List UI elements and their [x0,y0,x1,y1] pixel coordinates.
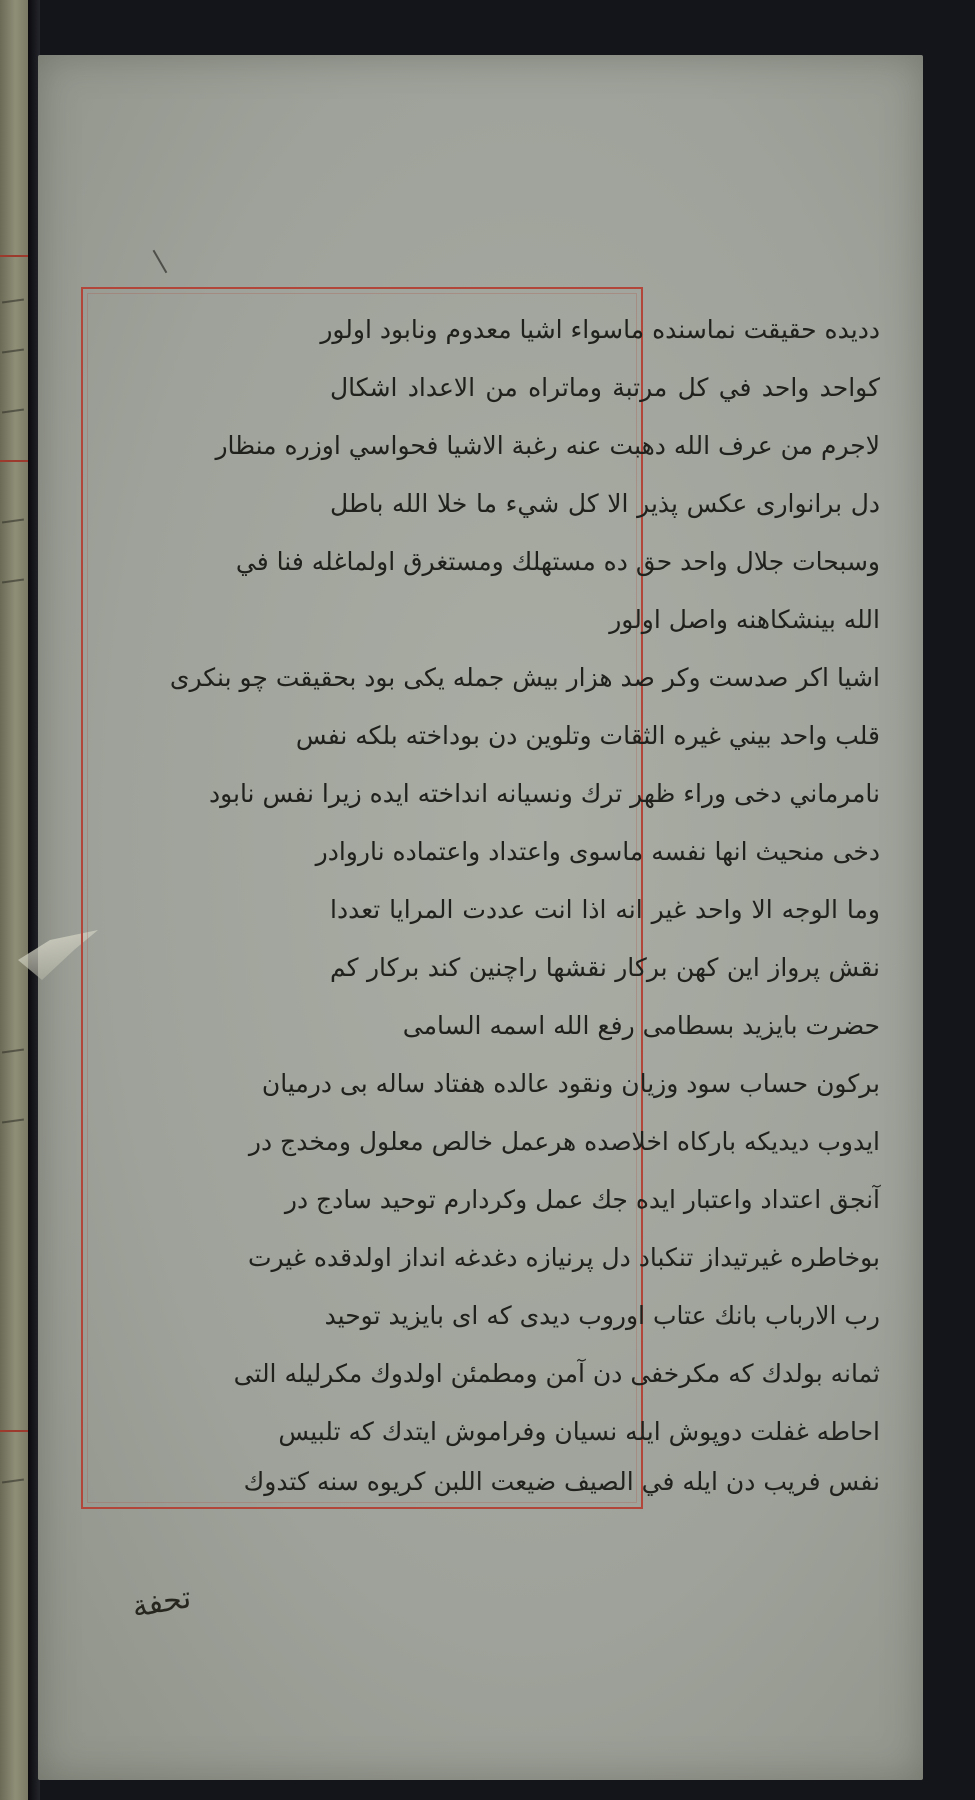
text-line: لاجرم من عرف الله دهبت عنه رغبة الاشيا فحواسي اوزره منظار [215,431,880,460]
text-line: وما الوجه الا واحد غير انه اذا انت عددت المرايا تعددا [330,895,880,924]
text-line: بوخاطره غيرتيداز تنكباد دل پرنيازه دغدغه انداز اولدقده غيرت [247,1243,880,1272]
red-rule [0,1430,28,1432]
script-fragment [2,1478,24,1483]
catchword: تحفة [129,1580,194,1625]
script-fragment [2,518,24,523]
text-line: آنجق اعتداد واعتبار ايده جك عمل وكردارم توحيد سادج در [284,1185,880,1214]
text-line: دخی منحيث انها نفسه ماسوی واعتداد واعتماده ناروادر [315,837,880,866]
text-line: رب الارباب بانك عتاب اوروب ديدی كه ای بايزيد توحيد [324,1301,880,1330]
red-rule [0,460,28,462]
text-line: الله بينشكاهنه واصل اولور [609,605,880,634]
previous-page-edge [0,0,28,1800]
text-line: وسبحات جلال واحد حق ده مستهلك ومستغرق اولماغله فنا في [235,547,880,576]
text-line: كواحد واحد في كل مرتبة وماتراه من الاعداد اشكال [330,373,880,402]
script-fragment [2,348,24,353]
script-fragment [2,298,24,303]
text-line: دديده حقيقت نماسنده ماسواء اشيا معدوم ونابود اولور [320,315,880,344]
script-fragment [2,1118,24,1123]
text-line: بركون حساب سود وزيان ونقود عالده هفتاد ساله بی درميان [261,1069,880,1098]
text-line: نامرماني دخی وراء ظهر ترك ونسيانه انداخته ايده زيرا نفس نابود [208,779,880,808]
red-rule [0,255,28,257]
text-line: حضرت بايزيد بسطامی رفع الله اسمه السامی [402,1011,880,1040]
script-fragment [2,408,24,413]
text-line: دل برانواری عكس پذير الا كل شيء ما خلا الله باطل [330,489,880,518]
text-line: احاطه غفلت دوپوش ايله نسيان وفراموش ايتدك كه تلبيس [278,1417,880,1446]
text-line: نفس فريب دن ايله في الصيف ضيعت اللبن كريوه سنه كتدوك [243,1467,880,1496]
text-line: اشيا اكر صدست وكر صد هزار بيش جمله يكی بود بحقيقت چو بنكری [169,663,880,692]
text-line: ثمانه بولدك كه مكرخفی دن آمن ومطمئن اولدوك مكرليله التی [233,1359,880,1388]
text-line: نقش پرواز اين كهن بركار نقشها راچنين كند بركار كم [330,953,880,982]
script-fragment [2,578,24,583]
text-line: قلب واحد بيني غيره الثقات وتلوين دن بوداخته بلكه نفس [295,721,880,750]
script-fragment [2,1048,24,1053]
text-line: ايدوب ديديكه باركاه اخلاصده هرعمل خالص معلول ومخدج در [248,1127,880,1156]
